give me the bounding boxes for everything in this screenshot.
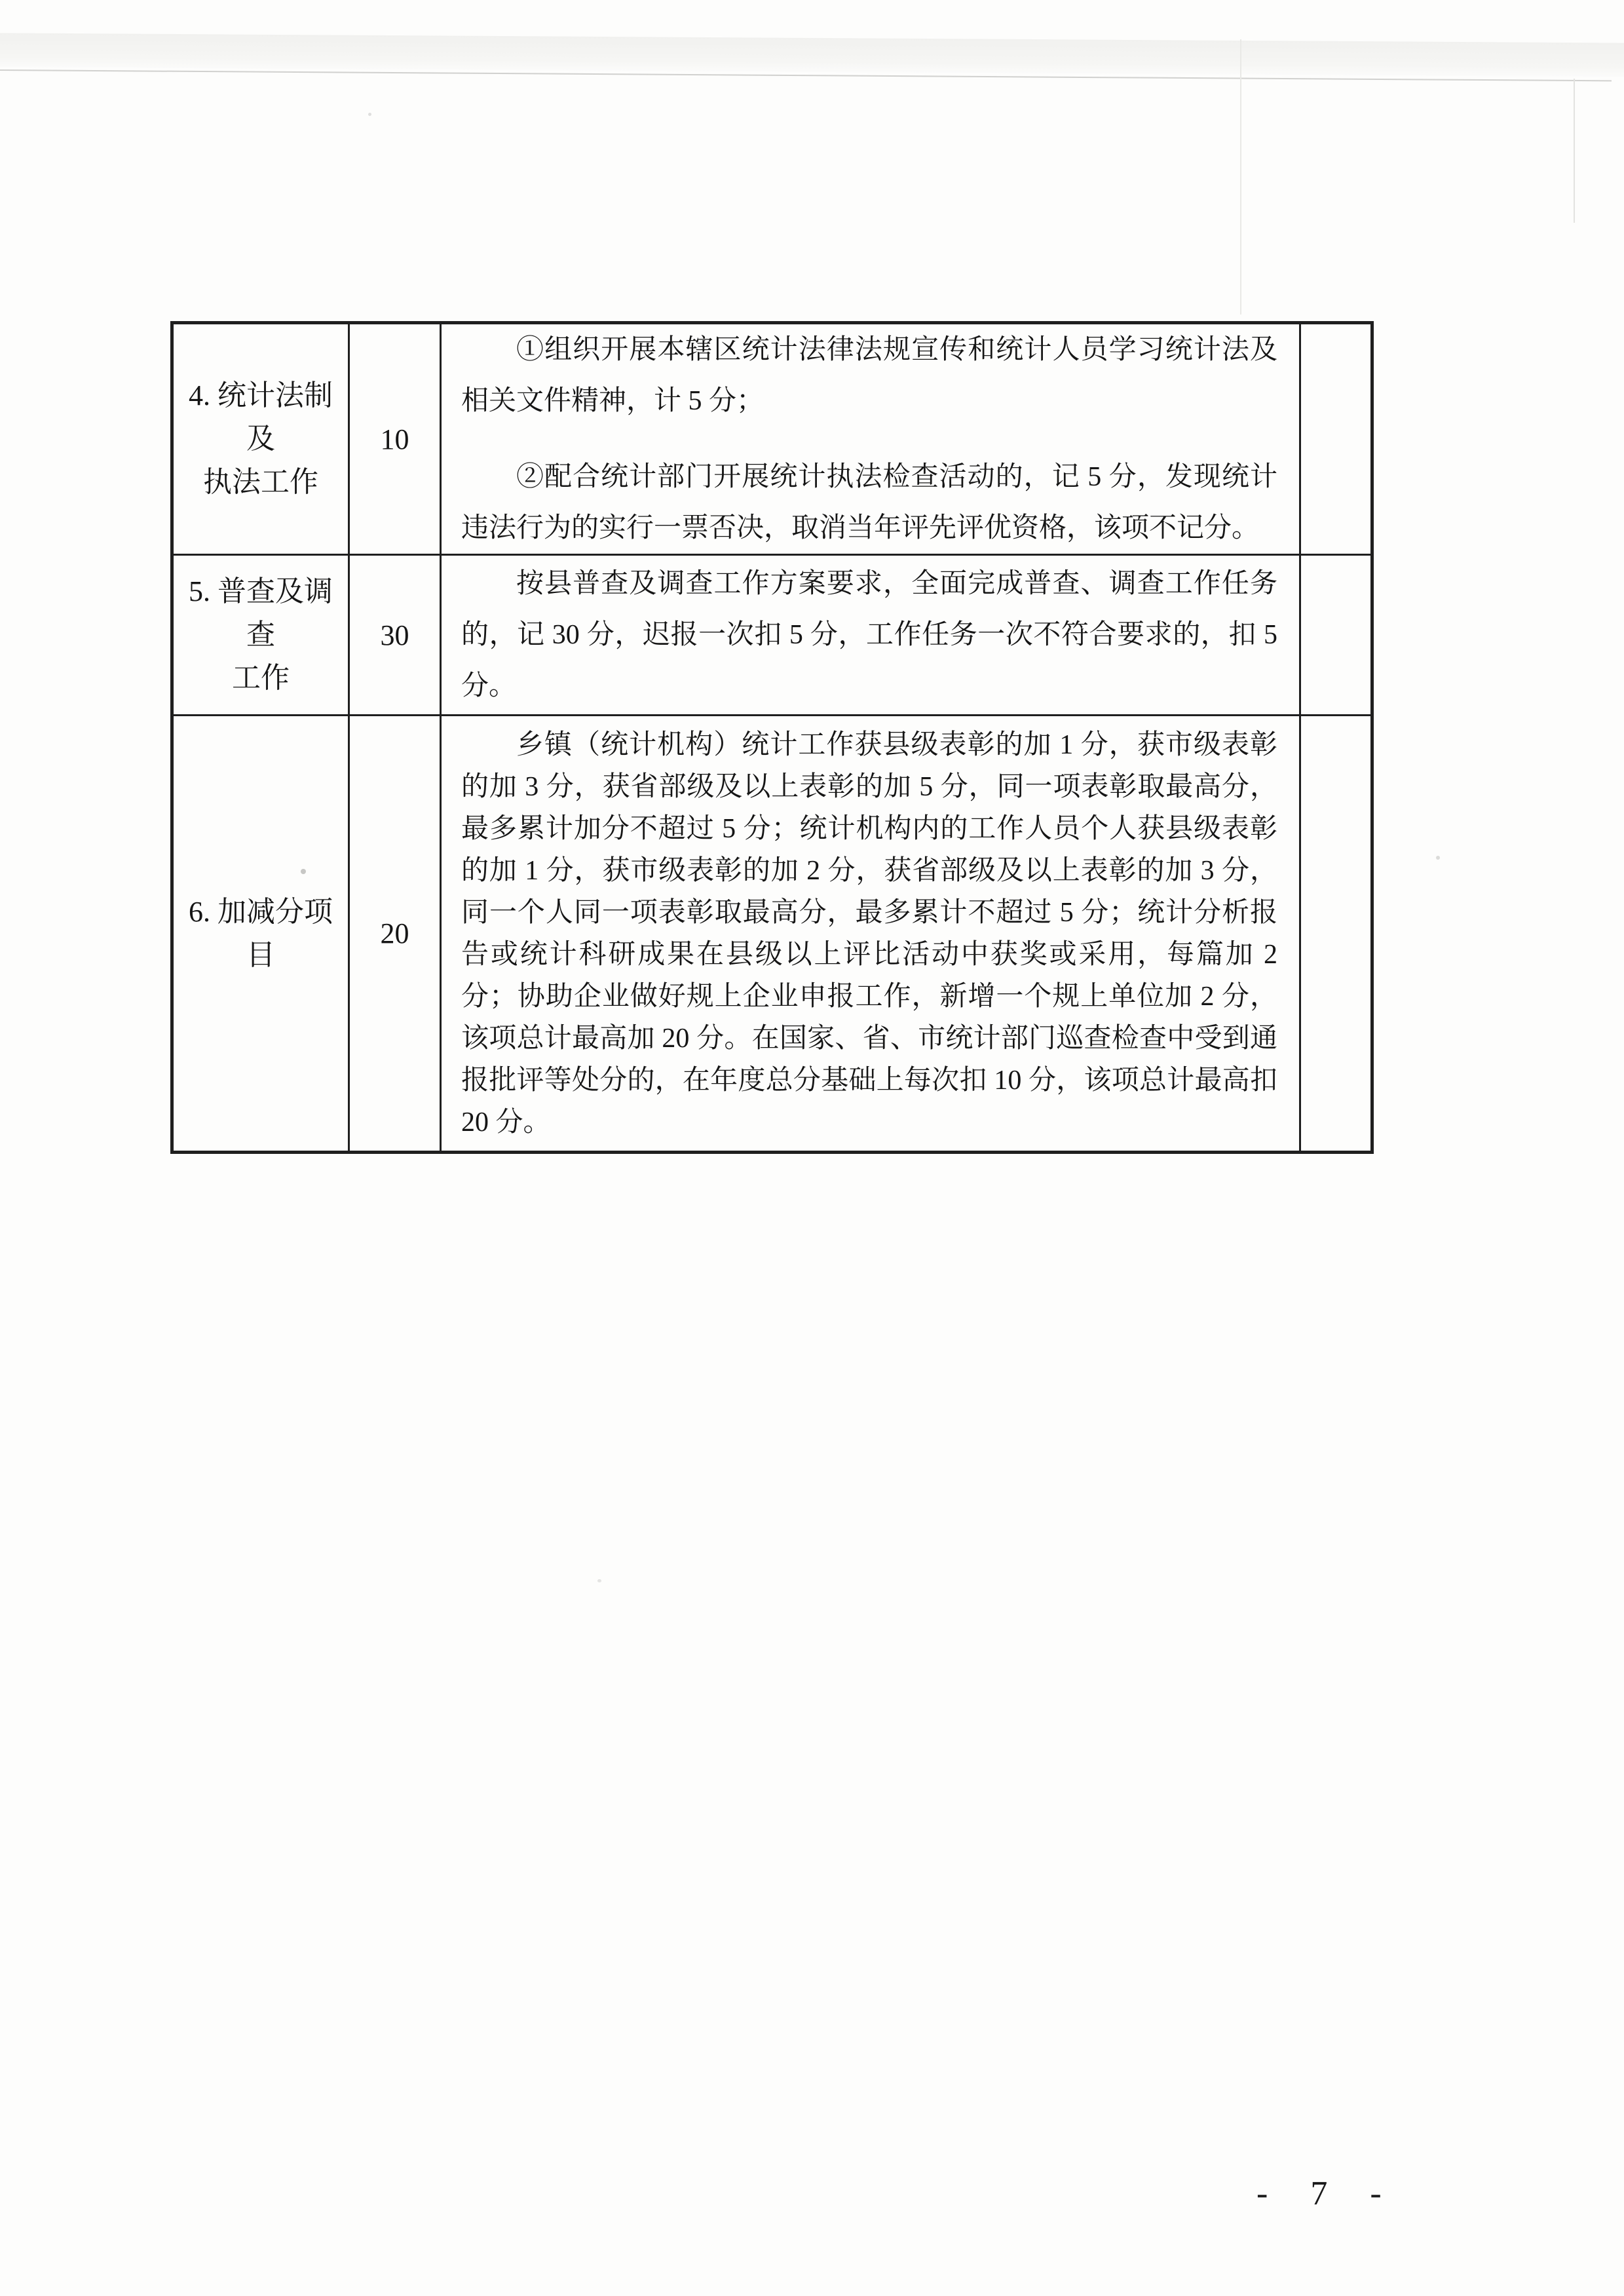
score-blank-cell xyxy=(1300,555,1372,716)
item-name-cell xyxy=(172,555,349,716)
points-cell xyxy=(349,716,441,1153)
points-value: 20 xyxy=(380,917,409,949)
item-name-line: 6. 加减分项目 xyxy=(189,895,333,971)
item-name-line: 5. 普查及调查 xyxy=(189,575,333,651)
points-value: 10 xyxy=(380,423,409,455)
criteria-paragraph: ②配合统计部门开展统计执法检查活动的，记 5 分，发现统计违法行为的实行一票否决，取消当年评先评优资格，该项不记分。 xyxy=(461,462,1277,543)
criteria-cell xyxy=(441,555,1300,716)
item-name-cell xyxy=(172,323,349,555)
scan-artifact-streak xyxy=(1240,39,1241,315)
item-name-line: 4. 统计法制及 xyxy=(189,379,333,455)
points-value: 30 xyxy=(380,619,409,651)
criteria-paragraph: 按县普查及调查工作方案要求，全面完成普查、调查工作任务的，记 30 分，迟报一次扣 5 分，工作任务一次不符合要求的，扣 5 分。 xyxy=(461,569,1277,701)
criteria-paragraph: ①组织开展本辖区统计法律法规宣传和统计人员学习统计法及相关文件精神，计 5 分； xyxy=(461,335,1277,416)
points-cell xyxy=(349,323,441,555)
criteria-cell xyxy=(441,716,1300,1153)
scan-artifact-streak xyxy=(1574,79,1575,223)
scan-speckle xyxy=(597,1579,601,1582)
scan-speckle xyxy=(368,113,371,116)
item-name-cell xyxy=(172,716,349,1153)
table-row-item-5 xyxy=(172,555,1372,716)
points-cell xyxy=(349,555,441,716)
score-blank-cell xyxy=(1300,716,1372,1153)
criteria-paragraph: 乡镇（统计机构）统计工作获县级表彰的加 1 分，获市级表彰的加 3 分，获省部级及以上表彰的加 5 分，同一项表彰取最高分，最多累计加分不超过 5 分；统计机构内的工作人员个人获县级表彰的加 1 分，获市级表彰的加 2 分，获省部级及以上表彰的加 3 分，同一个人同一项表彰取最高分，最多累计不超过 5 分；统计分析报告或统计科研成果在县级以上评比活动中获奖或采用，每篇加 2 分；协助企业做好规上企业申报工作，新增一个规上单位加 2 分，该项总计最高加 20 分。在国家、省、市统计部门巡查检查中受到通报批评等处分的，在年度总分基础上每次扣 10 分，该项总计最高扣 20 分。 xyxy=(461,729,1277,1138)
item-name-line: 执法工作 xyxy=(203,466,318,498)
scoring-criteria-table xyxy=(170,321,1374,1154)
table-row-item-4 xyxy=(172,323,1372,555)
scan-speckle xyxy=(1436,856,1440,860)
item-name-line: 工作 xyxy=(232,662,290,694)
page-number: - 7 - xyxy=(1256,2175,1399,2212)
table-row-item-6 xyxy=(172,716,1372,1153)
criteria-cell xyxy=(441,323,1300,555)
score-blank-cell xyxy=(1300,323,1372,555)
